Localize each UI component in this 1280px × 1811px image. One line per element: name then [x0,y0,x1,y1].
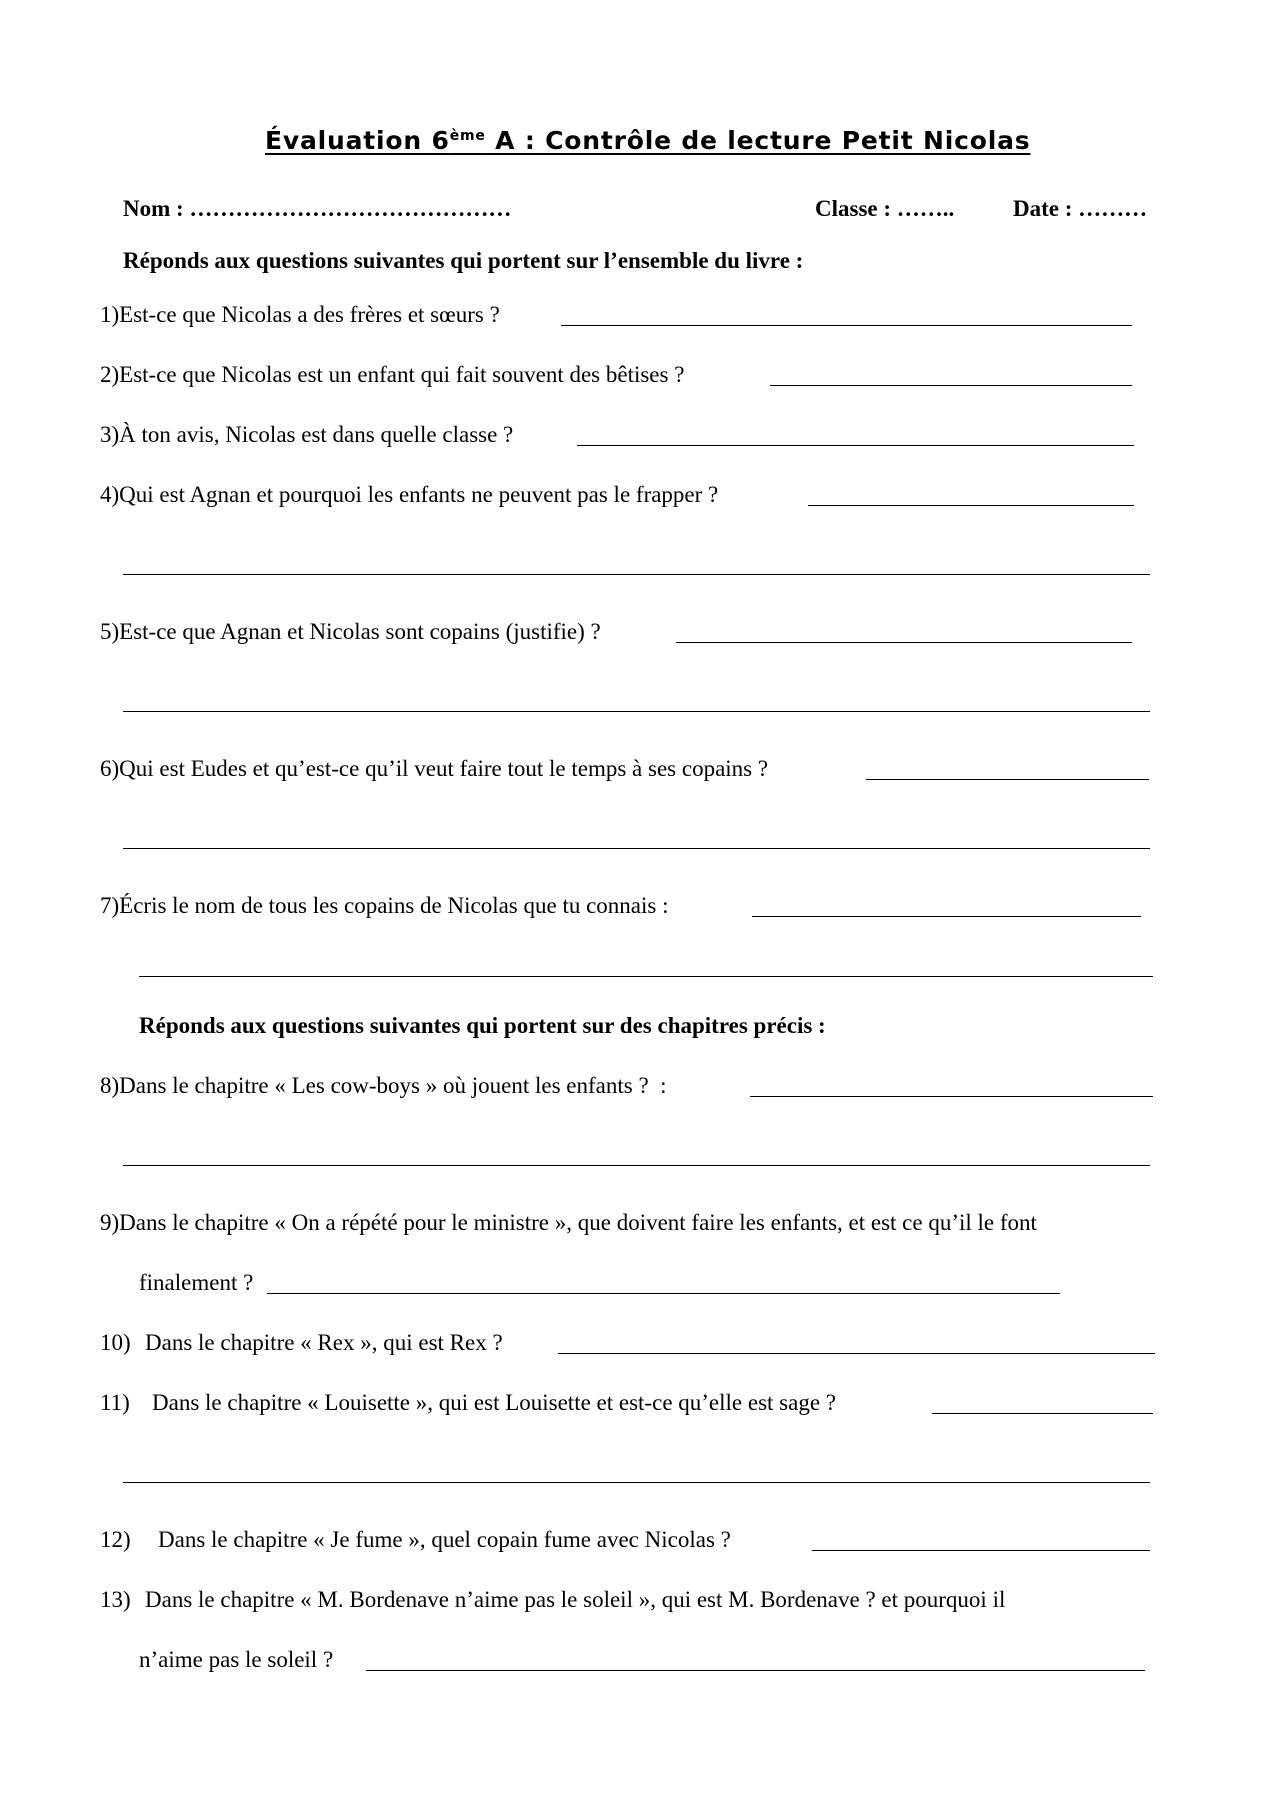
question-8: 8)Dans le chapitre « Les cow-boys » où jouent les enfants ? : [100,1073,667,1098]
section-heading-general: Réponds aux questions suivantes qui portent sur l’ensemble du livre : [123,248,804,273]
answer-line-5b[interactable] [123,711,1150,712]
question-10: 10) Dans le chapitre « Rex », qui est Rex ? [100,1330,503,1355]
question-13: 13) Dans le chapitre « M. Bordenave n’aime pas le soleil », qui est M. Bordenave ? et pourquoi il [100,1587,1006,1612]
section-heading-chapters: Réponds aux questions suivantes qui portent sur des chapitres précis : [139,1013,826,1038]
answer-line-4b[interactable] [123,574,1150,575]
answer-line-11[interactable] [932,1413,1153,1414]
answer-line-5[interactable] [676,642,1132,643]
name-field: Nom : …………………………………… [123,196,512,221]
answer-line-3[interactable] [577,445,1134,446]
answer-line-6b[interactable] [123,848,1150,849]
answer-line-8[interactable] [750,1096,1153,1097]
answer-line-13[interactable] [366,1670,1145,1671]
page-title: Évaluation 6ème A : Contrôle de lecture Petit Nicolas [265,126,1031,155]
question-6: 6)Qui est Eudes et qu’est-ce qu’il veut faire tout le temps à ses copains ? [100,756,769,781]
answer-line-6[interactable] [866,779,1149,780]
answer-line-7b[interactable] [139,976,1153,977]
answer-line-10[interactable] [558,1353,1155,1354]
class-field: Classe : …….. [815,196,955,221]
question-9-continuation: finalement ? [139,1270,254,1295]
question-12: 12) Dans le chapitre « Je fume », quel copain fume avec Nicolas ? [100,1527,731,1552]
question-11: 11) Dans le chapitre « Louisette », qui est Louisette et est-ce qu’elle est sage ? [100,1390,837,1415]
answer-line-12[interactable] [812,1550,1150,1551]
answer-line-1[interactable] [561,325,1132,326]
answer-line-9[interactable] [267,1293,1060,1294]
answer-line-2[interactable] [770,385,1132,386]
answer-line-4[interactable] [808,505,1134,506]
question-7: 7)Écris le nom de tous les copains de Nicolas que tu connais : [100,893,669,918]
question-4: 4)Qui est Agnan et pourquoi les enfants ne peuvent pas le frapper ? [100,482,719,507]
question-3: 3)À ton avis, Nicolas est dans quelle classe ? [100,422,514,447]
answer-line-7[interactable] [752,916,1141,917]
question-2: 2)Est-ce que Nicolas est un enfant qui fait souvent des bêtises ? [100,362,685,387]
question-5: 5)Est-ce que Agnan et Nicolas sont copains (justifie) ? [100,619,601,644]
date-field: Date : ……… [1013,196,1148,221]
answer-line-11b[interactable] [123,1482,1150,1483]
question-13-continuation: n’aime pas le soleil ? [139,1647,334,1672]
question-1: 1)Est-ce que Nicolas a des frères et sœurs ? [100,302,500,327]
answer-line-8b[interactable] [123,1165,1150,1166]
question-9: 9)Dans le chapitre « On a répété pour le ministre », que doivent faire les enfants, et est ce qu’il le font [100,1210,1037,1235]
